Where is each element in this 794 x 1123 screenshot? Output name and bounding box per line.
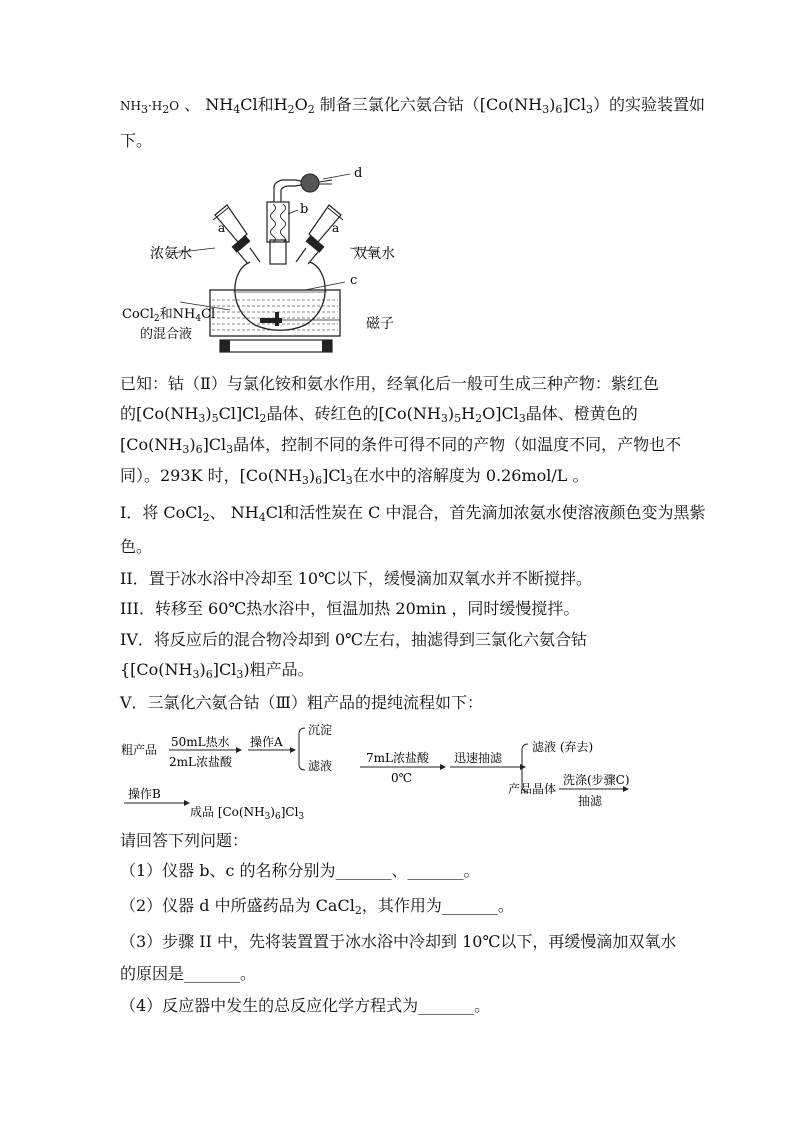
label-b: b (300, 202, 309, 217)
label-stirbar: 磁子 (366, 316, 394, 332)
flow-hcl7: 7mL浓盐酸 (366, 751, 429, 765)
flow-filtrate: 滤液 (308, 759, 333, 773)
flow-final-product: 成品 $[Co(NH_3)_6]Cl_3$ (190, 805, 305, 822)
flow-suction: 抽滤 (578, 794, 603, 808)
intro-line-2: 下。 (120, 131, 153, 150)
known-line-2: 的$[Co(NH_3)_5Cl]Cl_2$晶体、砖红色的$[Co(NH_3)_5H_2O]Cl_3$晶体、橙黄色的 (120, 404, 638, 425)
label-a-right: a (332, 221, 340, 235)
known-line-1: 已知：钴（Ⅱ）与氯化铵和氨水作用，经氧化后一般可生成三种产物：紫红色 (120, 374, 659, 393)
flow-fast-filter: 迅速抽滤 (454, 751, 503, 765)
question-1: （1）仪器 b、c 的名称分别为_______、_______。 (120, 861, 480, 880)
label-mixture-2: 的混合液 (140, 327, 193, 342)
intro-line-1: $NH_3\cdot H_2O$ 、 $NH_4Cl$和$H_2O_2$ 制备三氯化六氨合钴$([Co(NH_3)_6]Cl_3)$的实验装置如 (120, 95, 705, 116)
question-3-line-1: （3）步骤 II 中，先将装置置于冰水浴中冷却到 10℃以下，再缓慢滴加双氧水 (120, 932, 677, 951)
flow-filtrate-discard: 滤液 (弃去) (532, 740, 594, 754)
questions-prompt: 请回答下列问题： (120, 831, 249, 850)
label-a-left: a (218, 221, 226, 235)
flow-hot-water: 50mL热水 (171, 735, 230, 749)
flow-wash: 洗涤(步骤C) (563, 773, 630, 787)
flow-precipitate: 沉淀 (308, 723, 333, 737)
question-3-line-2: 的原因是_______。 (120, 964, 257, 983)
flow-conc-hcl: 2mL浓盐酸 (169, 755, 232, 769)
flow-zero-c: 0℃ (391, 771, 413, 785)
flow-op-b: 操作B (128, 787, 161, 801)
known-line-4: 同）。293K 时，$[Co(NH_3)_6]Cl_3$在水中的溶解度为 0.26mol/L 。 (120, 466, 589, 487)
step-3: III．转移至 60℃热水浴中，恒温加热 20min ，同时缓慢搅拌。 (120, 599, 580, 618)
step-1-line-1: I．将 CoCl$_2$、 $NH_4Cl$和活性炭在 C 中混合，首先滴加浓氨水使溶液颜色变为黑紫 (120, 503, 706, 524)
label-c: c (350, 273, 358, 288)
flow-crude: 粗产品 (121, 743, 158, 757)
apparatus-diagram (110, 160, 440, 360)
step-5: V．三氯化六氨合钴（Ⅲ）粗产品的提纯流程如下： (120, 693, 483, 712)
known-line-3: $[Co(NH_3)_6]Cl_3$晶体，控制不同的条件可得不同的产物（如温度不同，产物也不 (120, 435, 682, 456)
flow-product-crystal-visible: 产品晶体 (508, 782, 557, 796)
question-4: （4）反应器中发生的总反应化学方程式为_______。 (120, 996, 491, 1015)
step-4-line-1: IV．将反应后的混合物冷却到 0℃左右，抽滤得到三氯化六氨合钴 (120, 630, 588, 649)
step-1-line-2: 色。 (120, 537, 153, 556)
label-d: d (354, 166, 363, 181)
question-2: （2）仪器 d 中所盛药品为 CaCl$_2$，其作用为_______。 (120, 896, 514, 917)
label-left-reagent: 浓氨水 (150, 246, 192, 262)
flow-op-a: 操作A (250, 735, 283, 749)
step-2: II．置于冰水浴中冷却至 10℃以下，缓慢滴加双氧水并不断搅拌。 (120, 569, 592, 588)
step-4-line-2: $\{[Co(NH_3)_6]Cl_3)$粗产品。 (120, 660, 314, 681)
label-mixture-1: CoCl$_2$和$NH_4Cl$ (122, 307, 216, 324)
label-right-reagent: 双氧水 (353, 246, 395, 262)
purification-flowchart (118, 720, 638, 830)
